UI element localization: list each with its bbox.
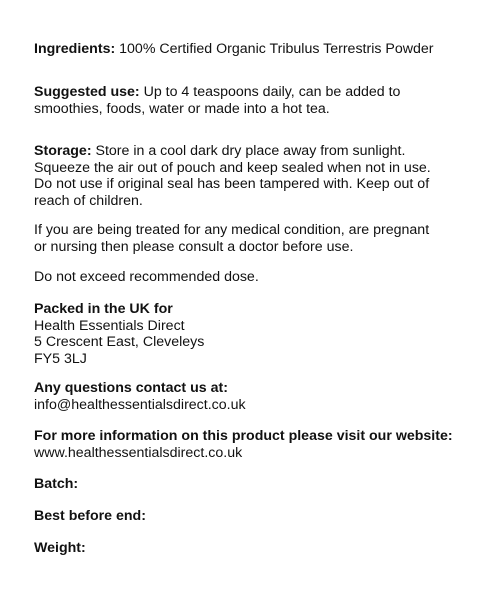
packed-address-line: 5 Crescent East, Cleveleys (34, 334, 205, 350)
packed-postcode: FY5 3LJ (34, 350, 87, 367)
contact-heading: Any questions contact us at: (34, 380, 228, 396)
more-info-url: www.healthessentialsdirect.co.uk (34, 444, 243, 461)
suggested-use-section (34, 84, 474, 117)
storage-text-2: Squeeze the air out of pouch and keep sealed when not in use. (34, 159, 431, 176)
suggested-use-heading: Suggested use: (34, 84, 140, 100)
suggested-use-text-1: Up to 4 teaspoons daily, can be added to (139, 84, 401, 100)
weight-section (34, 540, 474, 557)
packed-heading: Packed in the UK for (34, 301, 173, 317)
packed-company: Health Essentials Direct (34, 317, 185, 334)
more-info-heading: For more information on this product please visit our website: (34, 428, 453, 444)
storage-text-1: Store in a cool dark dry place away from sunlight. (91, 143, 406, 159)
weight-label: Weight: (34, 540, 86, 556)
medical-warning-text-2: or nursing then please consult a doctor before use. (34, 238, 354, 255)
ingredients-heading: Ingredients: (34, 41, 116, 57)
batch-label: Batch: (34, 476, 79, 492)
best-before-label: Best before end: (34, 508, 146, 524)
dose-warning (34, 269, 474, 286)
best-before-section (34, 508, 474, 525)
more-info-section (34, 428, 474, 461)
medical-warning-section (34, 222, 474, 255)
packed-section (34, 301, 474, 367)
storage-text-3: Do not use if original seal has been tampered with. Keep out of (34, 176, 430, 192)
medical-warning-text-1: If you are being treated for any medical condition, are pregnant (34, 222, 430, 238)
storage-text-4: reach of children. (34, 192, 143, 209)
storage-section (34, 143, 474, 209)
batch-section (34, 476, 474, 493)
storage-line-1 (34, 143, 474, 160)
storage-heading: Storage: (34, 143, 92, 159)
ingredients-text: 100% Certified Organic Tribulus Terrestris Powder (115, 41, 434, 57)
dose-warning-text: Do not exceed recommended dose. (34, 269, 259, 285)
ingredients-line (34, 41, 474, 58)
ingredients-section (34, 41, 474, 58)
suggested-use-line-1 (34, 84, 474, 101)
suggested-use-text-2: smoothies, foods, water or made into a hot tea. (34, 100, 330, 117)
contact-email: info@healthessentialsdirect.co.uk (34, 396, 246, 413)
contact-section (34, 380, 474, 413)
